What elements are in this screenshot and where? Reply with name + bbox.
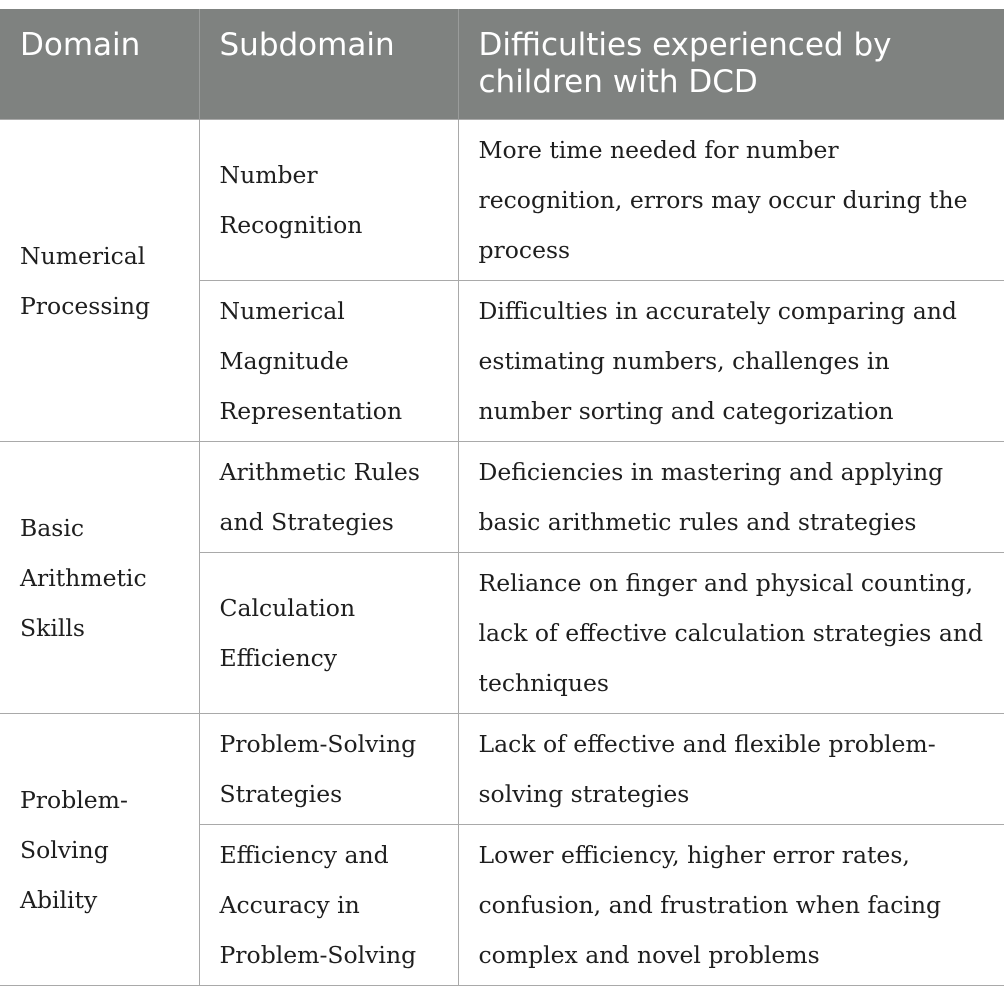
table-header: [0, 9, 1004, 120]
table-row: [0, 120, 1004, 281]
difficulties-cell: [458, 553, 1004, 714]
subdomain-cell: [199, 825, 458, 986]
domain-cell-numerical-processing: [0, 120, 199, 442]
difficulties-cell: [458, 281, 1004, 442]
difficulties-cell: [458, 120, 1004, 281]
difficulties-text: Deficiencies in mastering and applying basic arithmetic rules and strategies: [478, 458, 944, 536]
header-subdomain: Subdomain: [199, 9, 458, 120]
subdomain-label: Numerical Magnitude Representation: [219, 297, 403, 425]
difficulties-text: More time needed for number recognition, errors may occur during the process: [478, 136, 968, 264]
difficulties-text: Lower efficiency, higher error rates, confusion, and frustration when facing complex and novel problems: [478, 841, 942, 969]
table-row: [0, 714, 1004, 825]
subdomain-label: Efficiency and Accuracy in Problem-Solving: [219, 841, 417, 969]
subdomain-cell: [199, 120, 458, 281]
difficulties-text: Difficulties in accurately comparing and estimating numbers, challenges in number sorting and categorization: [478, 297, 957, 425]
domain-cell-problem-solving-ability: [0, 714, 199, 986]
table-body: [0, 120, 1004, 986]
difficulties-cell: [458, 825, 1004, 986]
difficulties-cell: [458, 442, 1004, 553]
subdomain-label: Problem-Solving Strategies: [219, 730, 417, 808]
subdomain-label: Calculation Efficiency: [219, 594, 356, 672]
header-domain: Domain: [0, 9, 199, 120]
difficulties-cell: [458, 714, 1004, 825]
difficulties-text: Lack of effective and flexible problem-solving strategies: [478, 730, 936, 808]
domain-cell-basic-arithmetic-skills: [0, 442, 199, 714]
subdomain-label: Arithmetic Rules and Strategies: [219, 458, 420, 536]
subdomain-cell: [199, 553, 458, 714]
subdomain-cell: [199, 281, 458, 442]
dcd-difficulties-table: [0, 9, 1004, 986]
header-difficulties: Difficulties experienced by children with DCD: [458, 9, 1004, 120]
subdomain-cell: [199, 442, 458, 553]
difficulties-text: Reliance on finger and physical counting, lack of effective calculation strategies and techniques: [478, 569, 984, 697]
subdomain-cell: [199, 714, 458, 825]
table-row: [0, 442, 1004, 553]
subdomain-label: Number Recognition: [219, 161, 363, 239]
domain-label: Numerical Processing: [20, 241, 151, 320]
domain-label: Basic Arithmetic Skills: [20, 513, 147, 642]
header-row: [0, 9, 1004, 120]
domain-label: Problem-Solving Ability: [20, 785, 128, 914]
